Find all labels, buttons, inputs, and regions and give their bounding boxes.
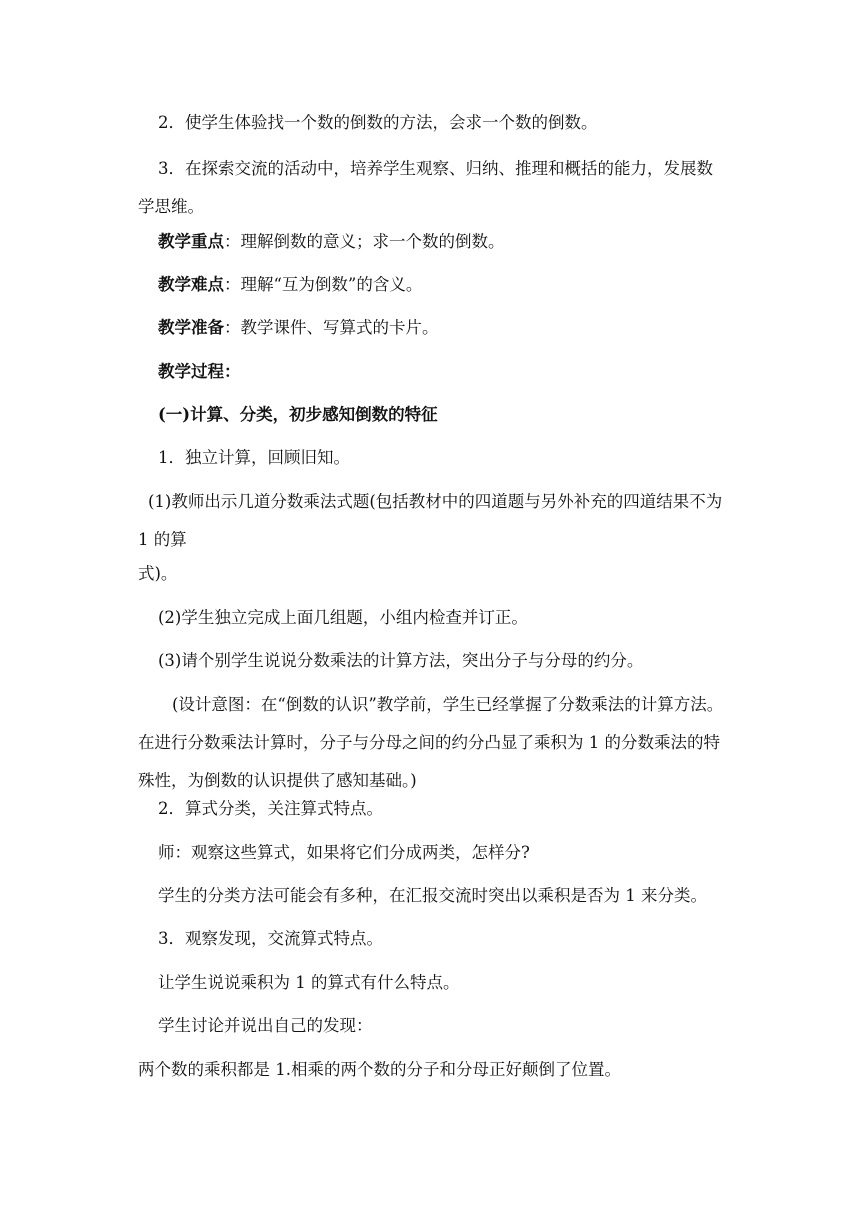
teaching-focus-label: 教学重点 [158,232,224,251]
step-1-item-2: (2)学生独立完成上面几组题，小组内检查并订正。 [158,608,528,627]
teaching-focus-text: ：理解倒数的意义；求一个数的倒数。 [224,232,505,251]
section-heading-1: (一)计算、分类，初步感知倒数的特征 [158,405,438,424]
step-1-item-3: (3)请个别学生说说分数乘法的计算方法，突出分子与分母的约分。 [158,651,644,670]
step-2: 2．算式分类，关注算式特点。 [158,799,383,818]
step-3-discussion: 学生讨论并说出自己的发现： [158,1016,373,1035]
objective-2: 2．使学生体验找一个数的倒数的方法，会求一个数的倒数。 [158,113,598,132]
teaching-preparation-text: ：教学课件、写算式的卡片。 [224,318,439,337]
step-1-item-1: (1)教师出示几道分数乘法式题(包括教材中的四道题与另外补充的四道结果不为 1 的算 [138,492,723,549]
teaching-preparation-label: 教学准备 [158,318,224,337]
step-1-item-1-cont: 式)。 [138,564,178,583]
classification-note: 学生的分类方法可能会有多种，在汇报交流时突出以乘积是否为 1 来分类。 [158,886,707,905]
teaching-difficulty-label: 教学难点 [158,275,224,294]
teaching-difficulty [138,266,728,304]
teaching-process-heading: 教学过程： [158,362,241,381]
teaching-difficulty-text: ：理解“互为倒数”的含义。 [224,275,423,294]
step-1: 1．独立计算，回顾旧知。 [158,448,350,467]
step-3: 3．观察发现，交流算式特点。 [158,929,383,948]
teacher-question: 师：观察这些算式，如果将它们分成两类，怎样分? [158,843,530,862]
step-3-prompt: 让学生说说乘积为 1 的算式有什么特点。 [158,973,460,992]
step-3-finding: 两个数的乘积都是 1.相乘的两个数的分子和分母正好颠倒了位置。 [138,1060,621,1079]
design-intent: (设计意图：在“倒数的认识”教学前，学生已经掌握了分数乘法的计算方法。在进行分数乘法计算时，分子与分母之间的约分凸显了乘积为 1 的分数乘法的特殊性，为倒数的认识提供了感知基础。) [138,695,724,790]
objective-3: 3．在探索交流的活动中，培养学生观察、归纳、推理和概括的能力，发展数学思维。 [138,159,713,216]
teaching-focus [138,223,728,261]
teaching-preparation [138,309,728,347]
